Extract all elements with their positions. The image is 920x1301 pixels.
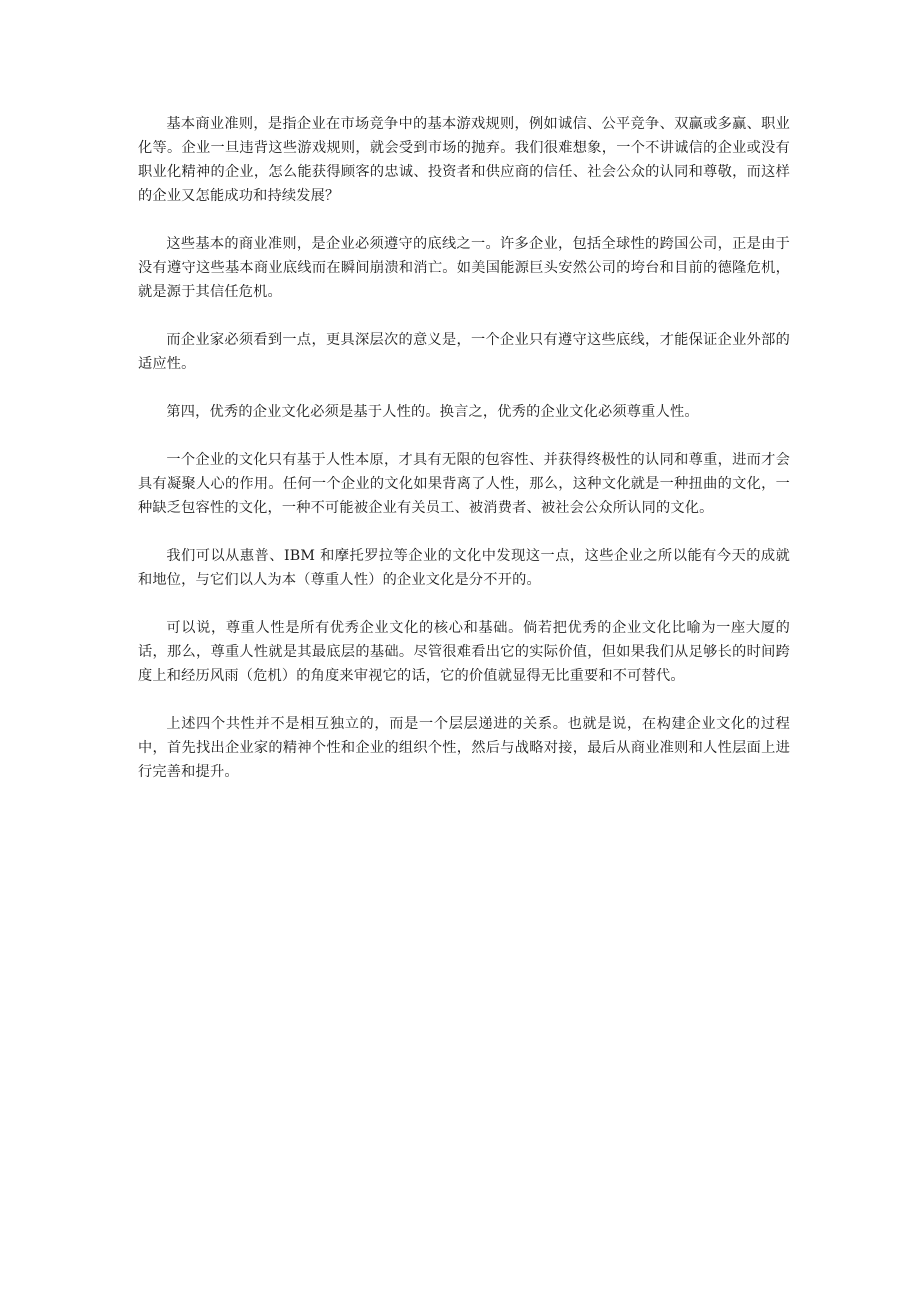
paragraph-2: 这些基本的商业准则，是企业必须遵守的底线之一。许多企业，包括全球性的跨国公司，正是由于没有遵守这些基本商业底线而在瞬间崩溃和消亡。如美国能源巨头安然公司的垮台和目前的德隆危机，就是源于其信任危机。 <box>138 236 790 300</box>
paragraph-3: 而企业家必须看到一点，更具深层次的意义是，一个企业只有遵守这些底线，才能保证企业外部的适应性。 <box>138 332 790 372</box>
document-body <box>138 112 790 808</box>
paragraph-8: 上述四个共性并不是相互独立的，而是一个层层递进的关系。也就是说，在构建企业文化的过程中，首先找出企业家的精神个性和企业的组织个性，然后与战略对接，最后从商业准则和人性层面上进行完善和提升。 <box>138 716 790 780</box>
paragraph-4: 第四，优秀的企业文化必须是基于人性的。换言之，优秀的企业文化必须尊重人性。 <box>166 404 699 420</box>
paragraph-5: 一个企业的文化只有基于人性本原，才具有无限的包容性、并获得终极性的认同和尊重，进而才会具有凝聚人心的作用。任何一个企业的文化如果背离了人性，那么，这种文化就是一种扭曲的文化，一种缺乏包容性的文化，一种不可能被企业有关员工、被消费者、被社会公众所认同的文化。 <box>138 452 790 516</box>
paragraph-6: 我们可以从惠普、IBM 和摩托罗拉等企业的文化中发现这一点，这些企业之所以能有今天的成就和地位，与它们以人为本（尊重人性）的企业文化是分不开的。 <box>138 548 790 588</box>
paragraph-7: 可以说，尊重人性是所有优秀企业文化的核心和基础。倘若把优秀的企业文化比喻为一座大厦的话，那么，尊重人性就是其最底层的基础。尽管很难看出它的实际价值，但如果我们从足够长的时间跨度上和经历风雨（危机）的角度来审视它的话，它的价值就显得无比重要和不可替代。 <box>138 620 790 684</box>
paragraph-1: 基本商业准则，是指企业在市场竞争中的基本游戏规则，例如诚信、公平竞争、双赢或多赢、职业化等。企业一旦违背这些游戏规则，就会受到市场的抛弃。我们很难想象，一个不讲诚信的企业或没有职业化精神的企业，怎么能获得顾客的忠诚、投资者和供应商的信任、社会公众的认同和尊敬，而这样的企业又怎能成功和持续发展？ <box>138 116 790 204</box>
